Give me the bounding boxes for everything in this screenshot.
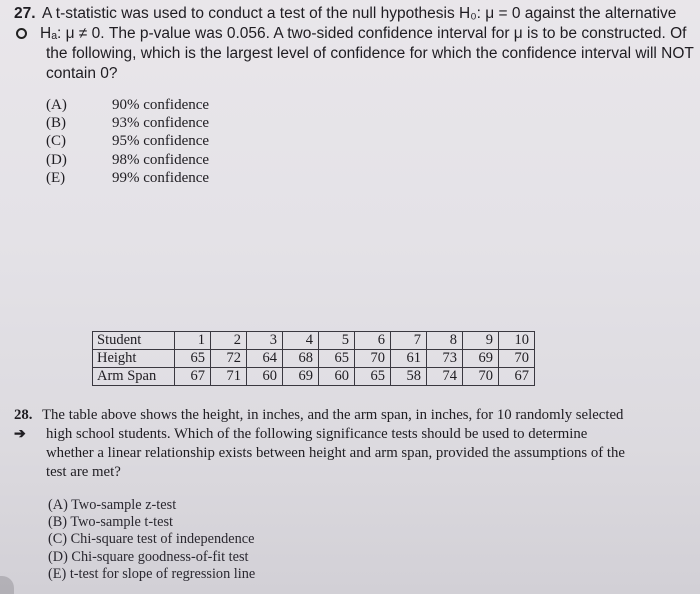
table-cell: 74 — [427, 368, 463, 386]
table-cell: 60 — [319, 368, 355, 386]
choice-28-e[interactable]: (E) t-test for slope of regression line — [48, 565, 256, 582]
table-cell: 70 — [355, 350, 391, 368]
arrow-right-icon: ➔ — [14, 426, 26, 442]
choice-28-a[interactable]: (A) Two-sample z-test — [48, 497, 177, 513]
table-row — [93, 350, 535, 368]
table-cell: 70 — [499, 350, 535, 368]
choice-27-c[interactable]: (C) 95% confidence — [46, 133, 210, 150]
question-27-choices — [46, 96, 209, 187]
question-28-line-1: The table above shows the height, in inches, and the arm span, in inches, for 10 randomly selected — [42, 407, 624, 423]
table-cell: 7 — [391, 332, 427, 350]
question-28-number: 28. — [14, 407, 33, 423]
selected-circle-icon — [16, 28, 27, 39]
table-cell: 65 — [175, 350, 211, 368]
table-cell: 1 — [175, 332, 211, 350]
table-cell: 65 — [319, 350, 355, 368]
table-cell: 69 — [283, 368, 319, 386]
table-cell: 6 — [355, 332, 391, 350]
table-cell: 60 — [247, 368, 283, 386]
question-27 — [14, 4, 694, 84]
table-cell: 67 — [175, 368, 211, 386]
table-cell: 67 — [499, 368, 535, 386]
question-27-line-2: Hₐ: μ ≠ 0. The p-value was 0.056. A two-sided confidence interval for μ is to be constructed. Of — [40, 25, 687, 42]
question-28-line-3: whether a linear relationship exists between height and arm span, provided the assumptions of the — [46, 445, 625, 461]
table-cell: 72 — [211, 350, 247, 368]
question-28-choices — [48, 497, 255, 583]
choice-28-c[interactable]: (C) Chi-square test of independence — [48, 531, 255, 548]
question-27-line-4: contain 0? — [46, 65, 118, 82]
question-27-number: 27. — [14, 5, 36, 22]
table-cell: 70 — [463, 368, 499, 386]
choice-27-a[interactable]: (A) 90% confidence — [46, 97, 210, 113]
question-27-line-3: the following, which is the largest level of confidence for which the confidence interval will NOT — [46, 45, 694, 62]
question-27-line-1: A t-statistic was used to conduct a test of the null hypothesis H₀: μ = 0 against the alternative — [42, 5, 677, 22]
table-row-label: Arm Span — [93, 368, 175, 386]
table-cell: 68 — [283, 350, 319, 368]
question-28-line-4: test are met? — [46, 463, 121, 480]
table-cell: 64 — [247, 350, 283, 368]
page-corner-curl — [0, 576, 14, 594]
table-cell: 73 — [427, 350, 463, 368]
table-cell: 61 — [391, 350, 427, 368]
table-row-label: Height — [93, 350, 175, 368]
table-cell: 3 — [247, 332, 283, 350]
table-row — [93, 368, 535, 386]
choice-27-e[interactable]: (E) 99% confidence — [46, 169, 210, 186]
table-cell: 4 — [283, 332, 319, 350]
table-cell: 10 — [499, 332, 535, 350]
choice-27-b[interactable]: (B) 93% confidence — [46, 115, 210, 132]
height-armspan-table — [92, 331, 535, 386]
table-row — [93, 332, 535, 350]
question-28-line-2: high school students. Which of the following significance tests should be used to determine — [46, 425, 588, 442]
table-cell: 71 — [211, 368, 247, 386]
question-28 — [14, 406, 690, 481]
choice-28-d[interactable]: (D) Chi-square goodness-of-fit test — [48, 548, 249, 565]
choice-28-b[interactable]: (B) Two-sample t-test — [48, 514, 173, 531]
table-row-label: Student — [93, 332, 175, 350]
table-cell: 5 — [319, 332, 355, 350]
table-cell: 65 — [355, 368, 391, 386]
table-cell: 69 — [463, 350, 499, 368]
table-cell: 8 — [427, 332, 463, 350]
table-cell: 58 — [391, 368, 427, 386]
table-cell: 9 — [463, 332, 499, 350]
choice-27-d[interactable]: (D) 98% confidence — [46, 151, 210, 168]
table-cell: 2 — [211, 332, 247, 350]
